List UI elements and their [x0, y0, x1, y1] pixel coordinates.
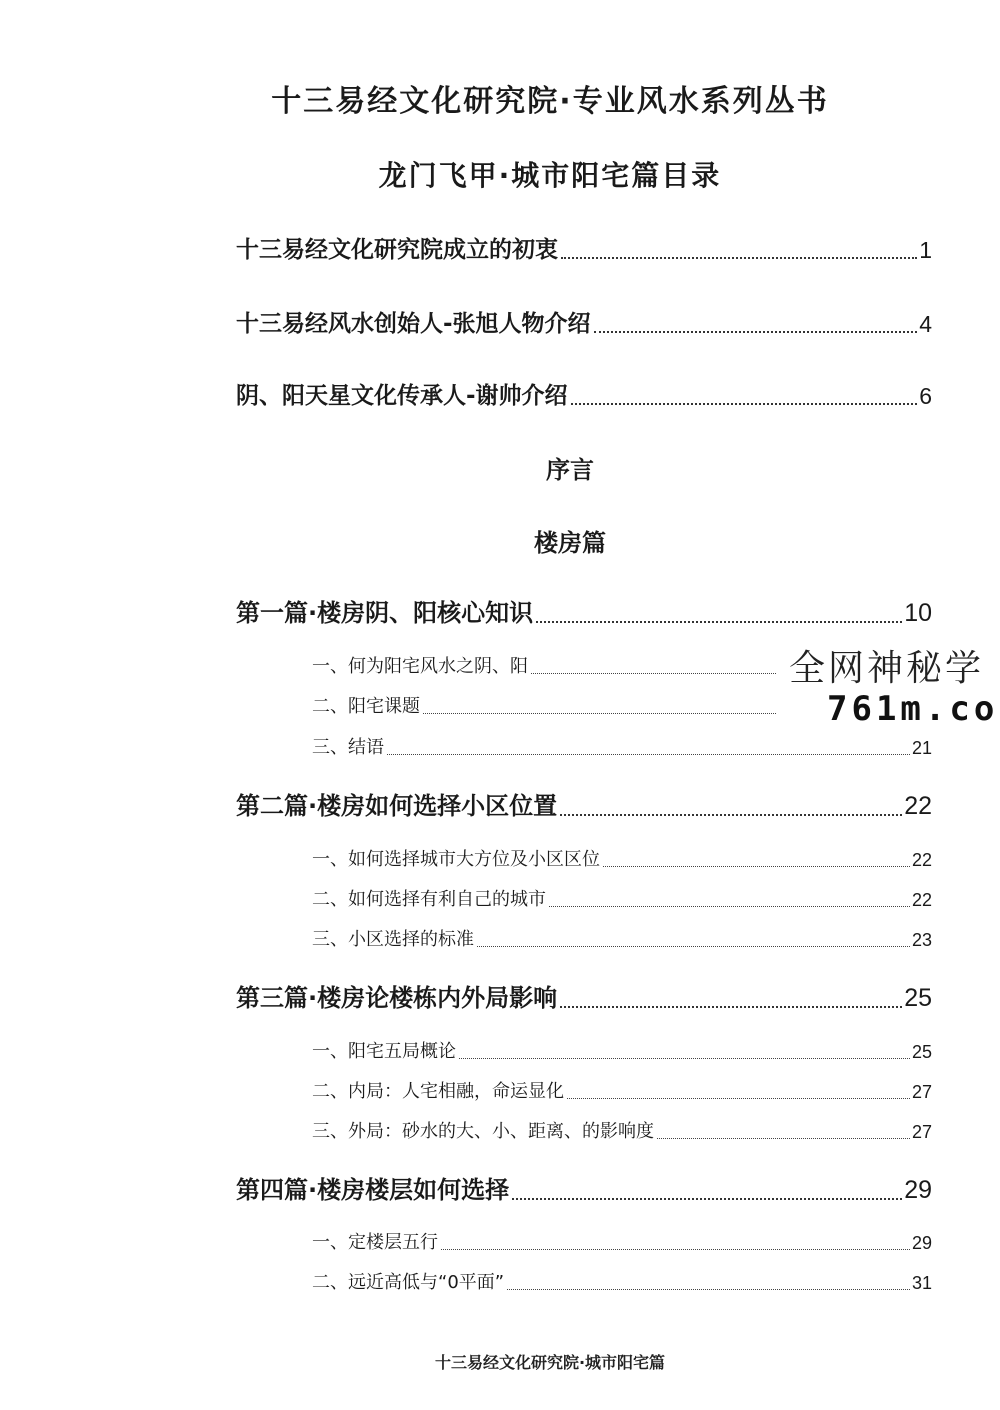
series-title: 十三易经文化研究院·专业风水系列丛书 — [271, 84, 829, 119]
toc-subentry[interactable] — [312, 845, 932, 871]
preface-heading: 序言 — [546, 456, 594, 484]
leader-dots — [561, 257, 917, 259]
toc-entry-label: 十三易经文化研究院成立的初衷 — [236, 237, 558, 263]
part-heading: 楼房篇 — [534, 529, 606, 557]
chapter-title: 第二篇·楼房如何选择小区位置 — [236, 792, 558, 820]
leader-dots — [536, 621, 902, 623]
toc-chapter-2[interactable] — [236, 787, 932, 821]
toc-page-number: 21 — [911, 738, 932, 758]
leader-dots — [423, 713, 776, 714]
leader-dots — [441, 1249, 910, 1250]
toc-entry-label: 十三易经风水创始人-张旭人物介绍 — [236, 311, 591, 337]
toc-page-number: 10 — [904, 599, 932, 627]
leader-dots — [571, 403, 918, 405]
subentry-label: 二、远近高低与“0平面” — [312, 1272, 505, 1293]
subentry-label: 一、如何选择城市大方位及小区区位 — [312, 849, 600, 870]
subentry-label: 三、小区选择的标准 — [312, 929, 474, 950]
leader-dots — [507, 1289, 910, 1290]
watermark — [785, 634, 1000, 734]
toc-subentry[interactable] — [312, 925, 932, 951]
toc-subentry[interactable] — [312, 885, 932, 911]
toc-page-number: 22 — [904, 792, 932, 820]
toc-entry-founding[interactable] — [236, 232, 932, 264]
watermark-text: 全网神秘学 — [789, 648, 985, 689]
subentry-label: 二、内局：人宅相融，命运显化 — [312, 1081, 564, 1102]
subentry-label: 一、何为阳宅风水之阴、阳 — [312, 656, 528, 677]
toc-page-number: 25 — [904, 984, 932, 1012]
toc-subentry[interactable] — [312, 1037, 932, 1063]
toc-page-number: 31 — [911, 1273, 932, 1293]
toc-page-number: 1 — [919, 237, 932, 263]
toc-entry-founder[interactable] — [236, 306, 932, 338]
leader-dots — [567, 1098, 910, 1099]
chapter-title: 第四篇·楼房楼层如何选择 — [236, 1176, 510, 1204]
toc-page-number: 23 — [911, 930, 932, 950]
toc-chapter-4[interactable] — [236, 1171, 932, 1205]
subentry-label: 一、阳宅五局概论 — [312, 1041, 456, 1062]
toc-entry-label: 阴、阳天星文化传承人-谢帅介绍 — [236, 383, 568, 409]
page-footer: 十三易经文化研究院·城市阳宅篇 — [434, 1353, 666, 1372]
toc-page-number: 27 — [911, 1122, 932, 1142]
chapter-title: 第一篇·楼房阴、阳核心知识 — [236, 599, 534, 627]
subentry-label: 二、如何选择有利自己的城市 — [312, 889, 546, 910]
watermark-url: 761m.co — [827, 689, 999, 729]
chapter-title: 第三篇·楼房论楼栋内外局影响 — [236, 984, 558, 1012]
subentry-label: 三、外局：砂水的大、小、距离、的影响度 — [312, 1121, 654, 1142]
leader-dots — [531, 673, 776, 674]
toc-chapter-3[interactable] — [236, 979, 932, 1013]
toc-page-number: 4 — [919, 311, 932, 337]
toc-page-number: 25 — [911, 1042, 932, 1062]
toc-subentry[interactable] — [312, 1117, 932, 1143]
toc-page-number: 29 — [911, 1233, 932, 1253]
toc-subentry[interactable] — [312, 1268, 932, 1294]
toc-subentry[interactable] — [312, 652, 778, 678]
leader-dots — [459, 1058, 910, 1059]
toc-subentry[interactable] — [312, 1077, 932, 1103]
toc-page-number: 22 — [911, 890, 932, 910]
leader-dots — [657, 1138, 910, 1139]
subentry-label: 二、阳宅课题 — [312, 696, 420, 717]
leader-dots — [603, 866, 910, 867]
leader-dots — [477, 946, 910, 947]
toc-page-number: 27 — [911, 1082, 932, 1102]
subentry-label: 一、定楼层五行 — [312, 1232, 438, 1253]
subentry-label: 三、结语 — [312, 737, 384, 758]
leader-dots — [549, 906, 910, 907]
leader-dots — [387, 754, 910, 755]
leader-dots — [560, 814, 902, 816]
toc-page-number: 6 — [919, 383, 932, 409]
toc-subentry[interactable] — [312, 692, 778, 718]
leader-dots — [594, 331, 918, 333]
leader-dots — [512, 1198, 902, 1200]
toc-subentry[interactable] — [312, 1228, 932, 1254]
toc-subentry[interactable] — [312, 733, 932, 759]
toc-entry-inheritor[interactable] — [236, 378, 932, 410]
book-title: 龙门飞甲·城市阳宅篇目录 — [378, 159, 722, 192]
toc-page-number: 29 — [904, 1176, 932, 1204]
toc-chapter-1[interactable] — [236, 594, 932, 628]
toc-page-number: 22 — [911, 850, 932, 870]
leader-dots — [560, 1006, 902, 1008]
